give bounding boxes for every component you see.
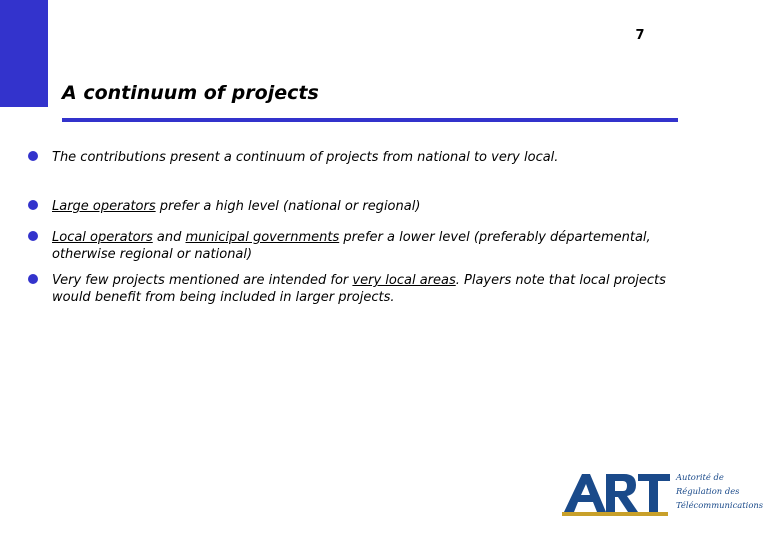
- bullet-4-before: Very few projects mentioned are intended for: [52, 273, 353, 288]
- bullet-dot-icon: [28, 274, 38, 284]
- bullet-dot-icon: [28, 200, 38, 210]
- logo-text: [676, 470, 763, 512]
- art-logo-mark-icon: [560, 468, 672, 518]
- bullet-text: [52, 272, 692, 306]
- bullet-dot-icon: [28, 151, 38, 161]
- bullet-3-underlined-1: Local operators: [52, 230, 153, 245]
- logo-text-line-2: Régulation des: [676, 486, 740, 496]
- logo-letter-t: [638, 474, 670, 512]
- page-number: 7: [635, 28, 645, 43]
- bullet-text: [52, 229, 692, 263]
- bullet-4-underlined: very local areas: [352, 273, 456, 288]
- bullet-1-text: The contributions present a continuum of projects from national to very local.: [52, 150, 559, 165]
- bullet-text: [52, 198, 692, 215]
- bullet-text: [52, 149, 692, 166]
- bullet-2-underlined: Large operators: [52, 199, 156, 214]
- bullet-3-underlined-2: municipal governments: [185, 230, 340, 245]
- bullet-2-rest: prefer a high level (national or regional): [155, 199, 421, 214]
- bullet-3-rest: prefer a lower level (preferably départemental, otherwise regional or national): [52, 230, 651, 262]
- bullet-4-rest: . Players note that local projects would benefit from being included in larger projects.: [52, 273, 666, 305]
- bullet-dot-icon: [28, 231, 38, 241]
- art-logo: [560, 466, 763, 520]
- logo-letter-r: [606, 474, 638, 512]
- bullet-3-mid: and: [152, 230, 186, 245]
- slide-title: A continuum of projects: [62, 82, 319, 104]
- logo-text-line-3: Télécommunications: [676, 500, 763, 510]
- logo-gold-bar: [562, 512, 668, 516]
- logo-text-line-1: Autorité de: [676, 472, 724, 482]
